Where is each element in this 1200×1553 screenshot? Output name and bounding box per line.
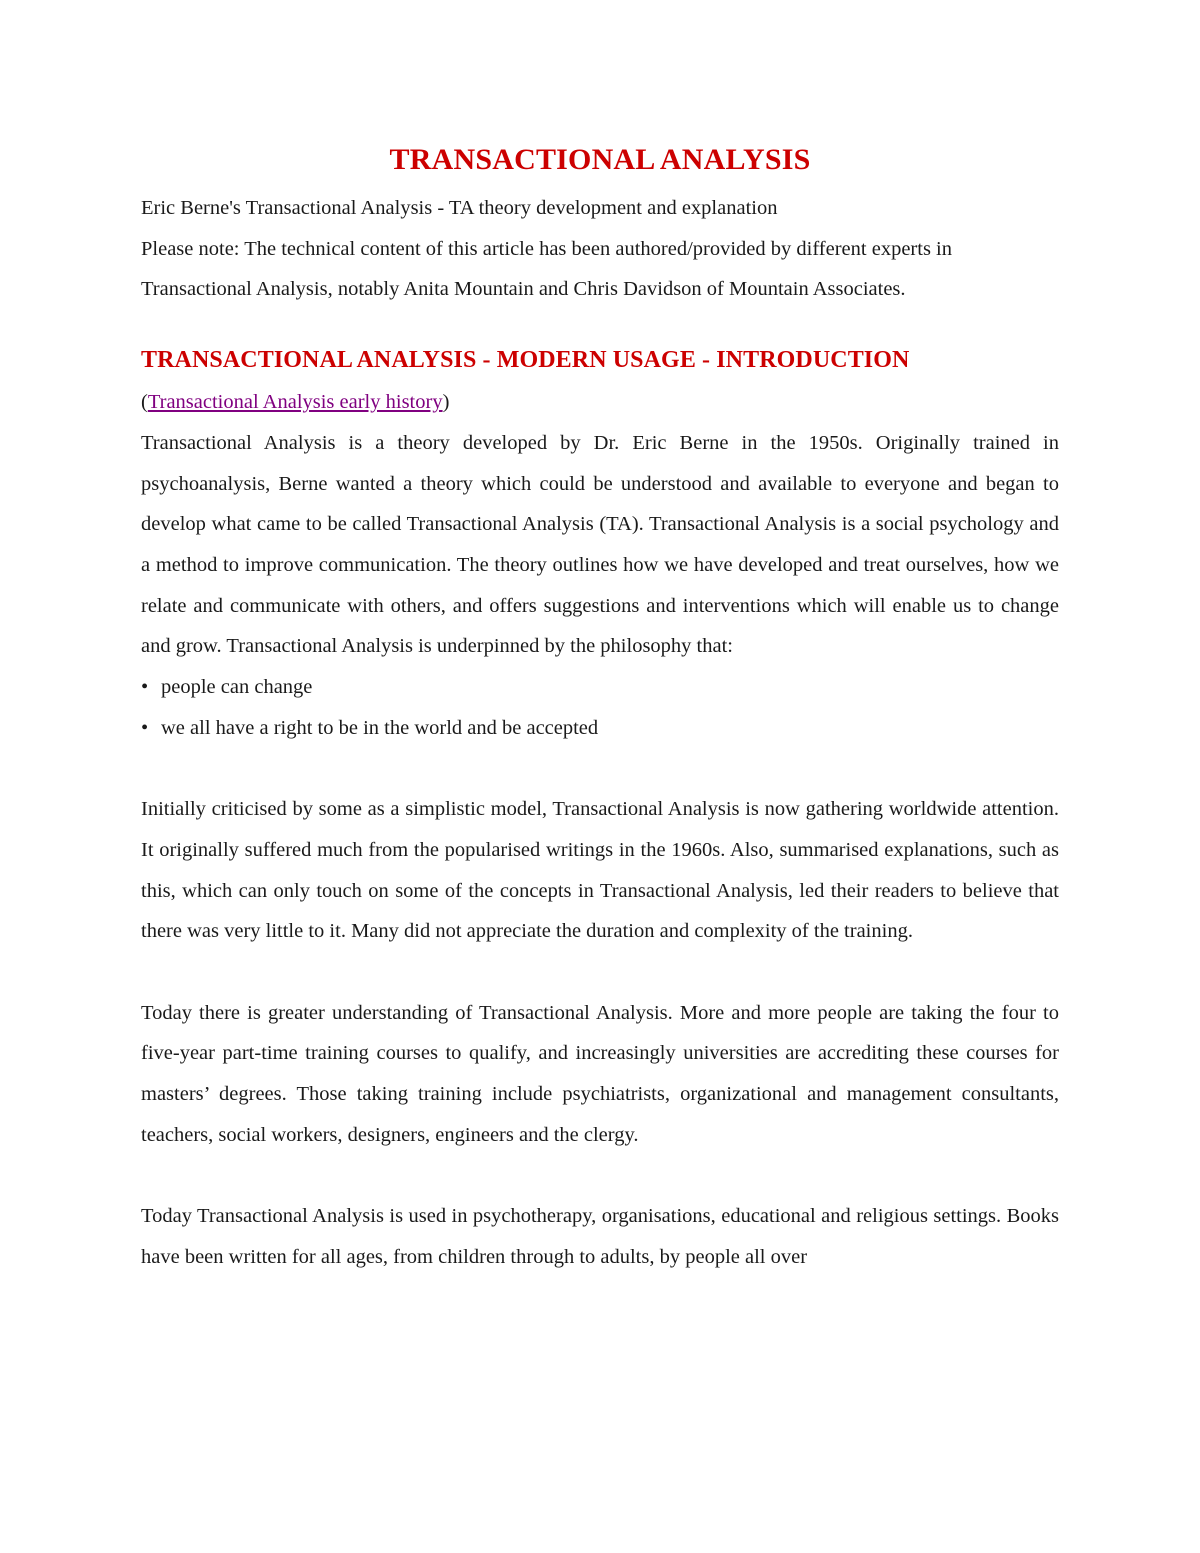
history-link-line (141, 382, 1059, 423)
early-history-link[interactable]: Transactional Analysis early history (147, 391, 443, 414)
document-page (141, 138, 1059, 1278)
philosophy-list (141, 667, 1059, 748)
document-title: TRANSACTIONAL ANALYSIS (389, 143, 811, 176)
section-gap (141, 310, 1059, 338)
paragraph-gap (141, 748, 1059, 789)
list-item (141, 667, 1059, 708)
paragraph-gap (141, 952, 1059, 993)
bullet-icon: • (141, 716, 149, 739)
paragraph-gap (141, 1155, 1059, 1196)
section-heading: TRANSACTIONAL ANALYSIS - MODERN USAGE - INTRODUCTION (141, 347, 910, 374)
bullet-icon: • (141, 676, 149, 699)
intro-paragraph: Transactional Analysis is a theory developed by Dr. Eric Berne in the 1950s. Originally trained in psychoanalysis, Berne wanted a theory which could be understood and available to everyone and began to develop what came to be called Transactional Analysis (TA). Transactional Analysis is a social psychology and a method to improve communication. The theory outlines how we have developed and treat ourselves, how we relate and communicate with others, and offers suggestions and interventions which will enable us to change and grow. Transactional Analysis is underpinned by the philosophy that: (141, 431, 1059, 658)
list-item-text: we all have a right to be in the world and be accepted (161, 716, 599, 739)
criticism-paragraph: Initially criticised by some as a simplistic model, Transactional Analysis is now gathering worldwide attention. It originally suffered much from the popularised writings in the 1960s. Also, summarised explanations, such as this, which can only touch on some of the concepts in Transactional Analysis, led their readers to believe that there was very little to it. Many did not appreciate the duration and complexity of the training. (141, 798, 1059, 943)
understanding-paragraph: Today there is greater understanding of Transactional Analysis. More and more people are taking the four to five-year part-time training courses to qualify, and increasingly universities are accrediting these courses for masters’ degrees. Those taking training include psychiatrists, organizational and management consultants, teachers, social workers, designers, engineers and the clergy. (141, 1001, 1059, 1146)
list-item (141, 708, 1059, 749)
document-subtitle: Eric Berne's Transactional Analysis - TA theory development and explanation (141, 197, 778, 219)
list-item-text: people can change (161, 676, 313, 699)
usage-paragraph: Today Transactional Analysis is used in psychotherapy, organisations, educational and religious settings. Books have been written for all ages, from children through to adults, by people all over (141, 1205, 1059, 1268)
authorship-note: Please note: The technical content of this article has been authored/provided by different experts in Transactional Analysis, notably Anita Mountain and Chris Davidson of Mountain Associates. (141, 237, 952, 301)
link-open-paren: ( (141, 391, 148, 414)
link-close-paren: ) (442, 391, 450, 414)
